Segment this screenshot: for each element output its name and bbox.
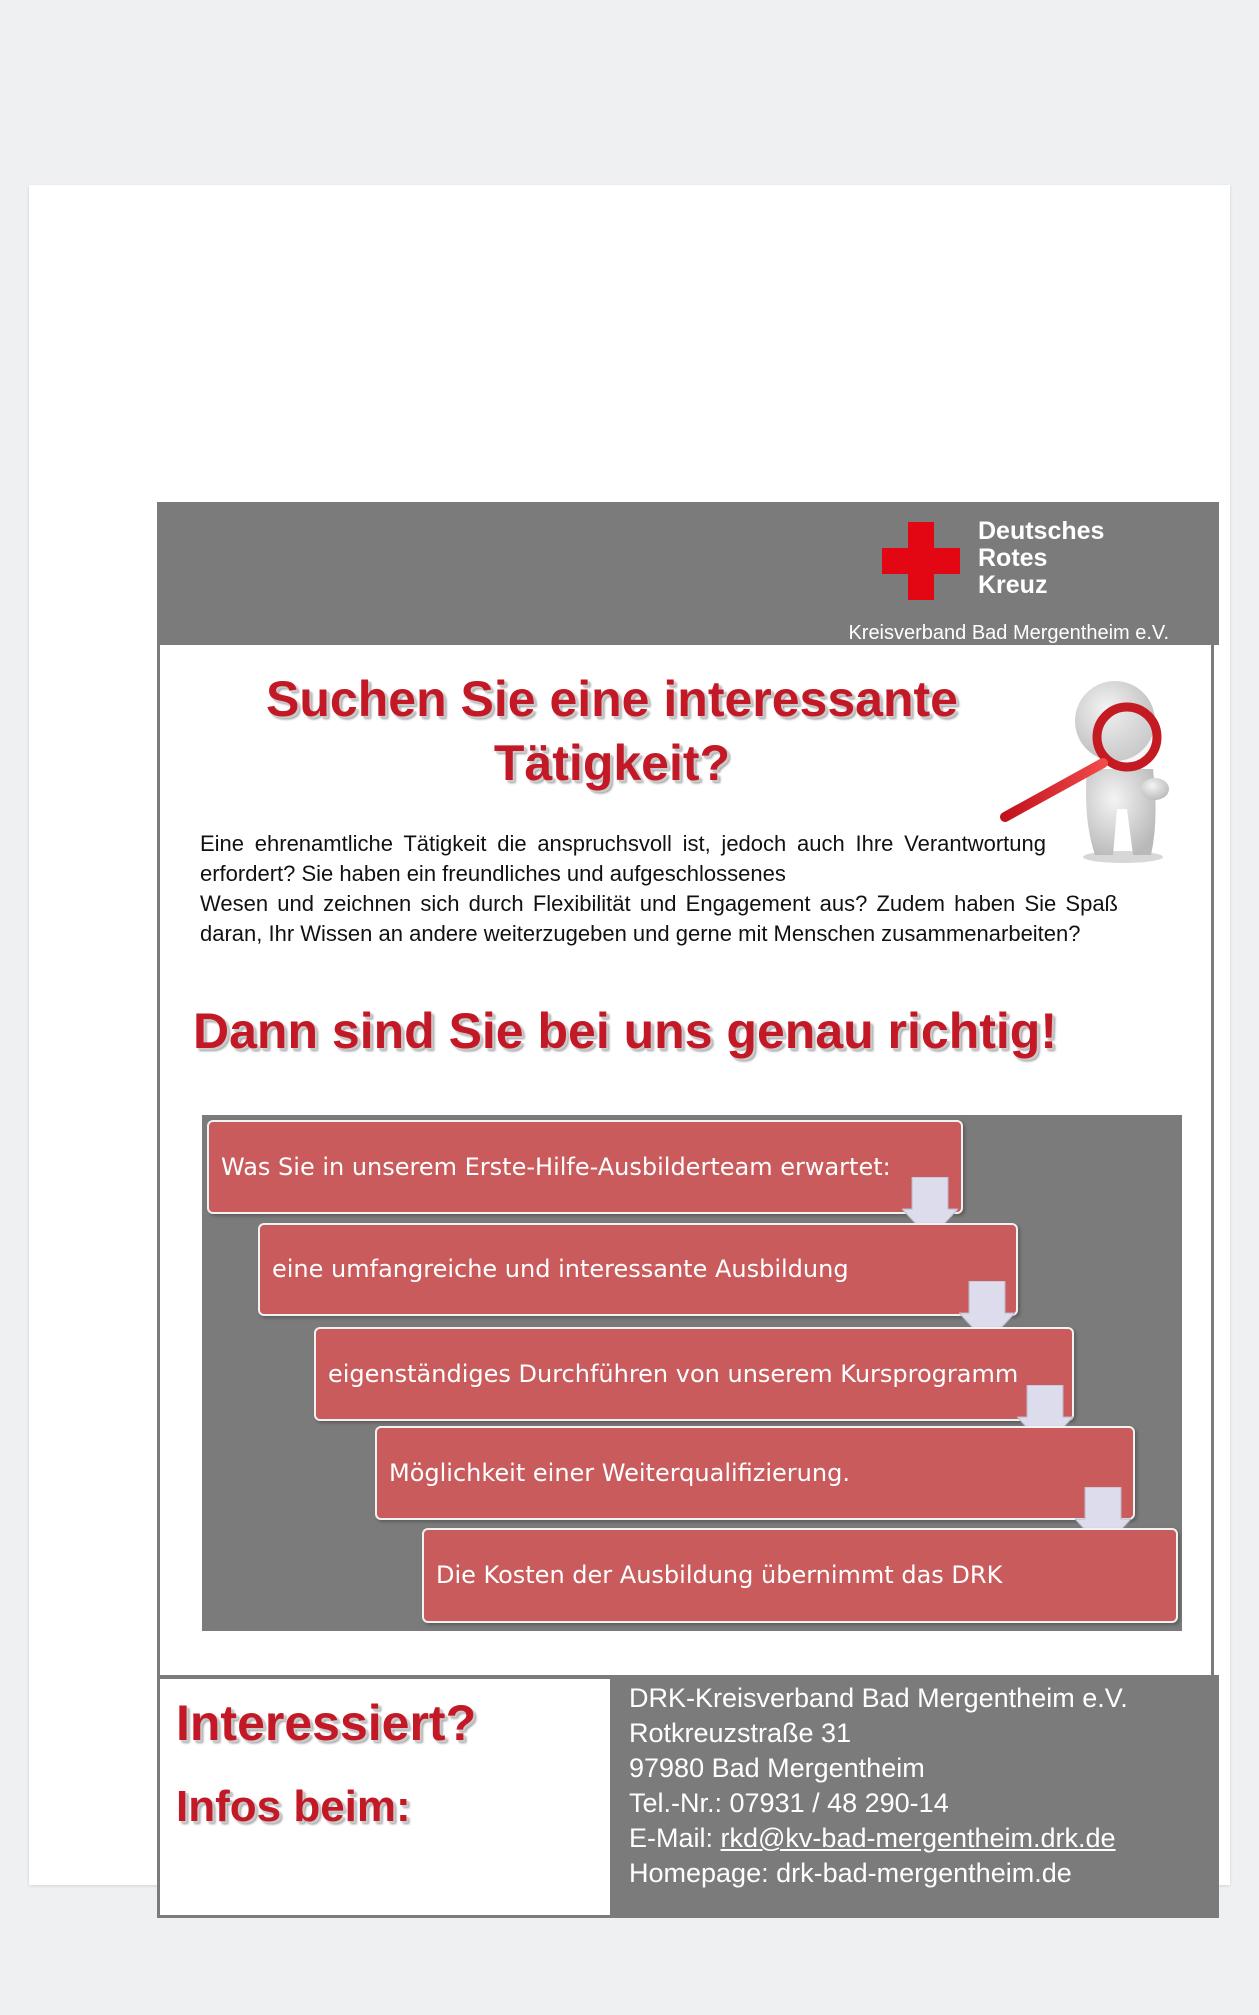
flyer-page <box>29 185 1230 1888</box>
contact-email-label: E-Mail: <box>629 1823 721 1853</box>
intro-text-part-1: Eine ehrenamtliche Tätigkeit die anspruchsvoll ist, jedoch auch Ihre Verantwortung erfordert? Sie haben ein freundliches und aufgeschlossenes <box>200 831 1046 886</box>
step-courses-text: eigenständiges Durchführen von unserem Kursprogramm <box>328 1359 1019 1388</box>
step-courses <box>314 1327 1074 1421</box>
headline-line-2: Tätigkeit? <box>493 735 731 791</box>
logo-subtitle: Kreisverband Bad Mergentheim e.V. <box>848 622 1169 644</box>
homepage-link[interactable]: drk-bad-mergentheim.de <box>776 1858 1072 1888</box>
step-intro-text: Was Sie in unserem Erste-Hilfe-Ausbilderteam erwartet: <box>221 1152 891 1181</box>
logo-name-line-1: Deutsches <box>978 517 1105 545</box>
contact-org: DRK-Kreisverband Bad Mergentheim e.V. <box>629 1683 1128 1713</box>
contact-email <box>629 1821 1128 1856</box>
contact-city: 97980 Bad Mergentheim <box>629 1753 925 1783</box>
logo-name-line-2: Rotes <box>978 544 1048 572</box>
step-intro <box>207 1120 963 1214</box>
contact-phone-number: 07931 / 48 290-14 <box>729 1788 949 1818</box>
headline-line-1: Suchen Sie eine interessante <box>266 671 958 727</box>
header-band <box>157 502 1219 645</box>
contact-phone-label: Tel.-Nr.: <box>629 1788 730 1818</box>
step-qualification <box>375 1426 1135 1520</box>
intro-text <box>200 829 1118 949</box>
logo-name-line-3: Kreuz <box>978 571 1048 599</box>
red-cross-icon <box>882 522 960 600</box>
footer-info-label: Infos beim: <box>176 1782 411 1831</box>
step-training-text: eine umfangreiche und interessante Ausbildung <box>272 1255 849 1283</box>
slogan: Dann sind Sie bei uns genau richtig! <box>193 1003 1057 1059</box>
contact-homepage <box>629 1856 1128 1891</box>
step-costs <box>422 1528 1178 1623</box>
contact-list <box>629 1681 1128 1891</box>
intro-text-part-2: Wesen und zeichnen sich durch Flexibilität und Engagement aus? Zudem haben Sie Spaß daran, Ihr Wissen an andere weiterzugeben und gerne mit Menschen zusammenarbeiten? <box>200 891 1118 946</box>
contact-box <box>613 1675 1219 1918</box>
contact-street: Rotkreuzstraße 31 <box>629 1718 852 1748</box>
steps-panel <box>202 1115 1182 1631</box>
contact-homepage-label: Homepage: <box>629 1858 777 1888</box>
step-costs-text: Die Kosten der Ausbildung übernimmt das DRK <box>436 1561 1003 1589</box>
step-qualification-text: Möglichkeit einer Weiterqualifizierung. <box>389 1458 850 1487</box>
headline <box>232 667 992 795</box>
footer-question-box <box>157 1675 613 1918</box>
drk-logo <box>838 516 1169 644</box>
email-link[interactable]: rkd@kv-bad-mergentheim.drk.de <box>720 1823 1116 1853</box>
footer-question: Interessiert? <box>176 1695 477 1751</box>
step-training <box>258 1223 1018 1316</box>
flyer <box>157 502 1219 1918</box>
logo-name <box>978 518 1104 599</box>
contact-phone <box>629 1786 1128 1821</box>
